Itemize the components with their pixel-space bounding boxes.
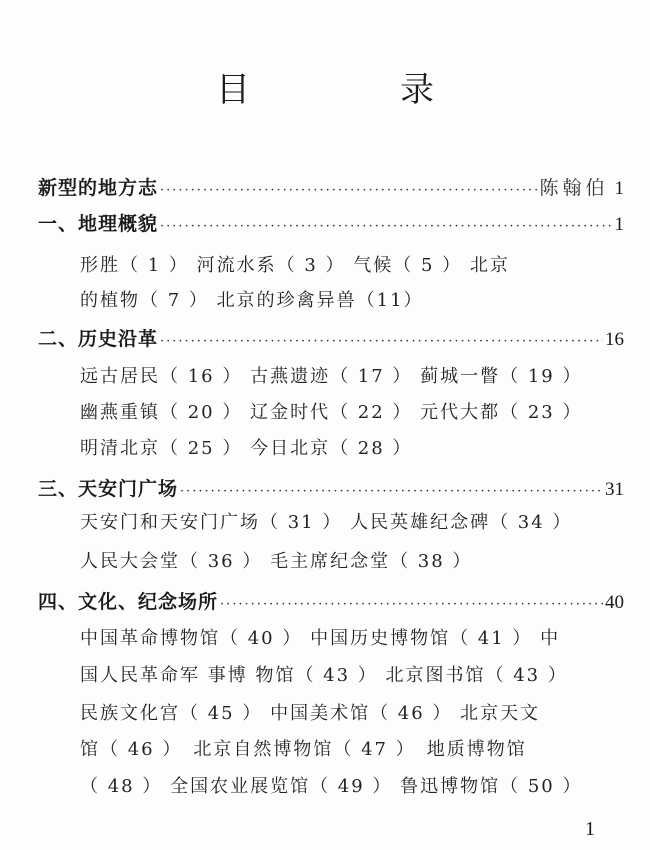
leader-dots: [220, 592, 603, 618]
toc-entry-preface[interactable]: [38, 175, 624, 201]
page-title: 目 录: [216, 70, 492, 110]
entry-page: 1: [614, 178, 624, 199]
entry-label: 一、地理概貌: [38, 213, 159, 235]
subentry-line[interactable]: 人民大会堂（ 36 ） 毛主席纪念堂（ 38 ）: [80, 551, 473, 572]
entry-label: 四、文化、纪念场所: [38, 591, 219, 613]
entry-page: 31: [605, 479, 624, 500]
entry-label: 新型的地方志: [38, 177, 159, 199]
subentry-line[interactable]: 国人民革命军 事博 物馆（ 43 ） 北京图书馆（ 43 ）: [80, 665, 568, 686]
subentry-line[interactable]: 远古居民（ 16 ） 古燕遗迹（ 17 ） 蓟城一瞥（ 19 ）: [80, 366, 583, 387]
entry-page: 1: [614, 214, 624, 235]
entry-author: 陈翰伯: [539, 177, 609, 199]
subentry-line[interactable]: 中国革命博物馆（ 40 ） 中国历史博物馆（ 41 ） 中: [80, 628, 561, 649]
toc-entry-chapter-2[interactable]: [38, 326, 624, 352]
toc-entry-chapter-4[interactable]: [38, 589, 624, 615]
leader-dots: [160, 329, 603, 355]
entry-label: 二、历史沿革: [38, 328, 159, 350]
subentry-line[interactable]: 馆（ 46 ） 北京自然博物馆（ 47 ） 地质博物馆: [80, 739, 527, 760]
leader-dots: [160, 214, 612, 240]
page-number: 1: [585, 818, 595, 840]
toc-entry-chapter-1[interactable]: [38, 211, 624, 237]
entry-page: 16: [605, 329, 624, 350]
subentry-line[interactable]: 幽燕重镇（ 20 ） 辽金时代（ 22 ） 元代大都（ 23 ）: [80, 402, 583, 423]
subentry-line[interactable]: 明清北京（ 25 ） 今日北京（ 28 ）: [80, 438, 413, 459]
subentry-line[interactable]: 民族文化宫（ 45 ） 中国美术馆（ 46 ） 北京天文: [80, 703, 541, 724]
leader-dots: [160, 178, 537, 204]
entry-label: 三、天安门广场: [38, 478, 179, 500]
toc-entry-chapter-3[interactable]: [38, 476, 624, 502]
subentry-line[interactable]: 的植物（ 7 ） 北京的珍禽异兽（11）: [80, 290, 424, 311]
entry-page: 40: [605, 592, 624, 613]
subentry-line[interactable]: 形胜（ 1 ） 河流水系（ 3 ） 气候（ 5 ） 北京: [80, 255, 510, 276]
leader-dots: [180, 479, 603, 505]
subentry-line[interactable]: 天安门和天安门广场（ 31 ） 人民英雄纪念碑（ 34 ）: [80, 512, 573, 533]
subentry-line[interactable]: （ 48 ） 全国农业展览馆（ 49 ） 鲁迅博物馆（ 50 ）: [80, 776, 583, 797]
